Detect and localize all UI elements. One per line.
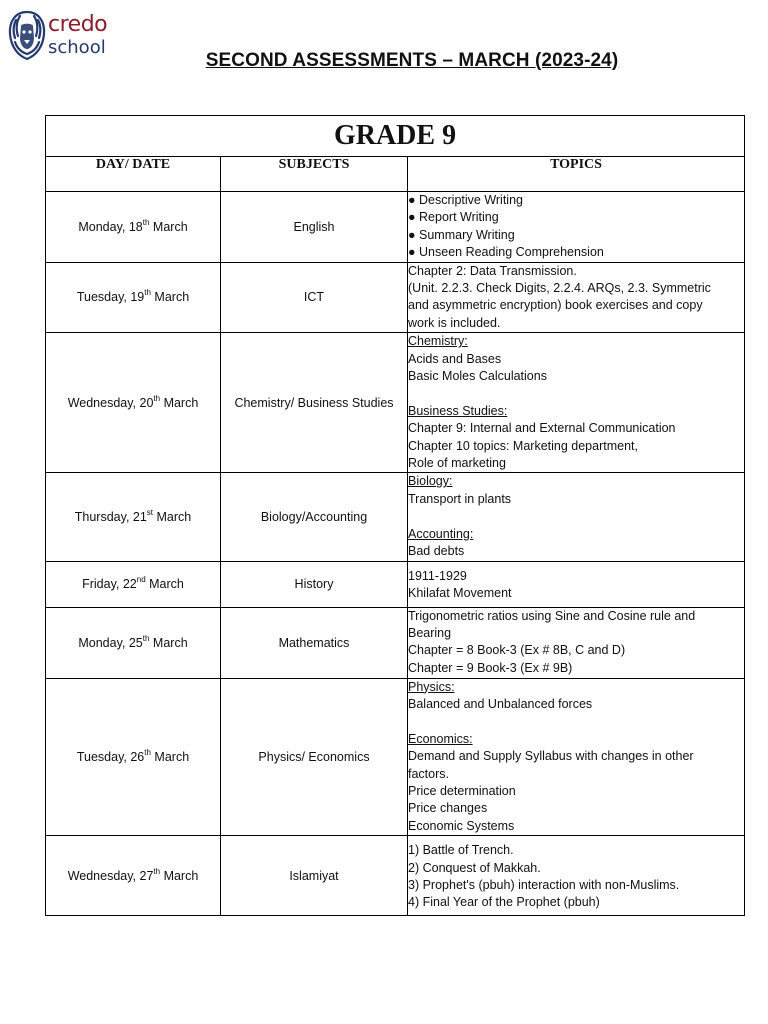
- topic-spacer: [408, 508, 744, 525]
- day-date-cell: Tuesday, 26th March: [46, 678, 221, 836]
- document-title: SECOND ASSESSMENTS – MARCH (2023-24): [205, 50, 619, 71]
- topic-line: Chapter 2: Data Transmission.: [408, 263, 577, 278]
- topics-cell: [408, 333, 745, 473]
- table-row: [46, 561, 745, 607]
- topic-subheading: Accounting:: [408, 526, 474, 541]
- topic-line: ● Descriptive Writing: [408, 193, 523, 207]
- table-row: [46, 678, 745, 836]
- day-date-cell: Wednesday, 20th March: [46, 333, 221, 473]
- header-topics: TOPICS: [408, 157, 745, 192]
- topic-line: 3) Prophet's (pbuh) interaction with non-Muslims.: [408, 877, 680, 892]
- subject-cell: Biology/Accounting: [221, 473, 408, 561]
- topic-line: and asymmetric encryption) book exercises and copy: [408, 298, 703, 313]
- grade-row: [46, 116, 745, 157]
- topics-cell: [408, 262, 745, 333]
- topic-line: Chapter 10 topics: Marketing department,: [408, 438, 638, 453]
- topic-line: Acids and Bases: [408, 351, 502, 366]
- topic-subheading: Biology:: [408, 474, 453, 489]
- assessment-schedule-table: [45, 115, 745, 916]
- subject-cell: Mathematics: [221, 607, 408, 678]
- topic-line: ● Report Writing: [408, 210, 499, 225]
- topic-line: Chapter = 9 Book-3 (Ex # 9B): [408, 660, 573, 675]
- topics-cell: [408, 836, 745, 916]
- topic-line: ● Summary Writing: [408, 227, 515, 242]
- day-date-cell: Friday, 22nd March: [46, 561, 221, 607]
- topic-line: Price changes: [408, 801, 488, 816]
- topic-line: 2) Conquest of Makkah.: [408, 860, 541, 875]
- school-sub-text: school: [48, 37, 106, 58]
- topics-cell: [408, 561, 745, 607]
- topic-line: Bad debts: [408, 544, 465, 559]
- topic-line: 1) Battle of Trench.: [408, 843, 514, 858]
- topic-line: factors.: [408, 766, 449, 781]
- topic-line: 4) Final Year of the Prophet (pbuh): [408, 895, 600, 910]
- topic-line: Price determination: [408, 783, 516, 798]
- topic-line: (Unit. 2.2.3. Check Digits, 2.2.4. ARQs, 2.3. Symmetric: [408, 281, 711, 296]
- topics-cell: [408, 607, 745, 678]
- topic-line: Demand and Supply Syllabus with changes in other: [408, 749, 694, 764]
- school-brand-text: credo: [48, 12, 108, 37]
- topic-line: Trigonometric ratios using Sine and Cosine rule and: [408, 608, 696, 623]
- topic-line: Chapter 9: Internal and External Communication: [408, 421, 676, 436]
- day-date-cell: Monday, 25th March: [46, 607, 221, 678]
- day-date-cell: Tuesday, 19th March: [46, 262, 221, 333]
- topic-line: Bearing: [408, 625, 452, 640]
- topic-line: 1911-1929: [408, 568, 467, 583]
- topic-line: work is included.: [408, 315, 501, 330]
- topic-line: Economic Systems: [408, 818, 515, 833]
- subject-cell: Physics/ Economics: [221, 678, 408, 836]
- subject-cell: History: [221, 561, 408, 607]
- topics-cell: [408, 192, 745, 263]
- day-date-cell: Monday, 18th March: [46, 192, 221, 263]
- topic-line: Balanced and Unbalanced forces: [408, 696, 593, 711]
- topic-subheading: Business Studies:: [408, 403, 508, 418]
- table-row: [46, 607, 745, 678]
- topic-subheading: Chemistry:: [408, 334, 468, 349]
- table-row: [46, 262, 745, 333]
- topic-line: Basic Moles Calculations: [408, 369, 547, 384]
- topic-line: Chapter = 8 Book-3 (Ex # 8B, C and D): [408, 643, 626, 658]
- topic-line: Transport in plants: [408, 491, 512, 506]
- header-day-date: DAY/ DATE: [46, 157, 221, 192]
- topics-cell: [408, 678, 745, 836]
- header-subjects: SUBJECTS: [221, 157, 408, 192]
- table-row: [46, 473, 745, 561]
- table-row: [46, 192, 745, 263]
- topic-subheading: Physics:: [408, 679, 455, 694]
- subject-cell: English: [221, 192, 408, 263]
- day-date-cell: Wednesday, 27th March: [46, 836, 221, 916]
- grade-heading: GRADE 9: [46, 116, 745, 157]
- topic-spacer: [408, 713, 744, 730]
- subject-cell: Islamiyat: [221, 836, 408, 916]
- table-row: [46, 333, 745, 473]
- topic-line: Khilafat Movement: [408, 585, 512, 600]
- topic-line: Role of marketing: [408, 456, 506, 471]
- header-row: [46, 157, 745, 192]
- topics-cell: [408, 473, 745, 561]
- topic-line: ● Unseen Reading Comprehension: [408, 245, 604, 260]
- subject-cell: Chemistry/ Business Studies: [221, 333, 408, 473]
- table-row: [46, 836, 745, 916]
- subject-cell: ICT: [221, 262, 408, 333]
- topic-subheading: Economics:: [408, 731, 473, 746]
- day-date-cell: Thursday, 21st March: [46, 473, 221, 561]
- topic-spacer: [408, 385, 744, 402]
